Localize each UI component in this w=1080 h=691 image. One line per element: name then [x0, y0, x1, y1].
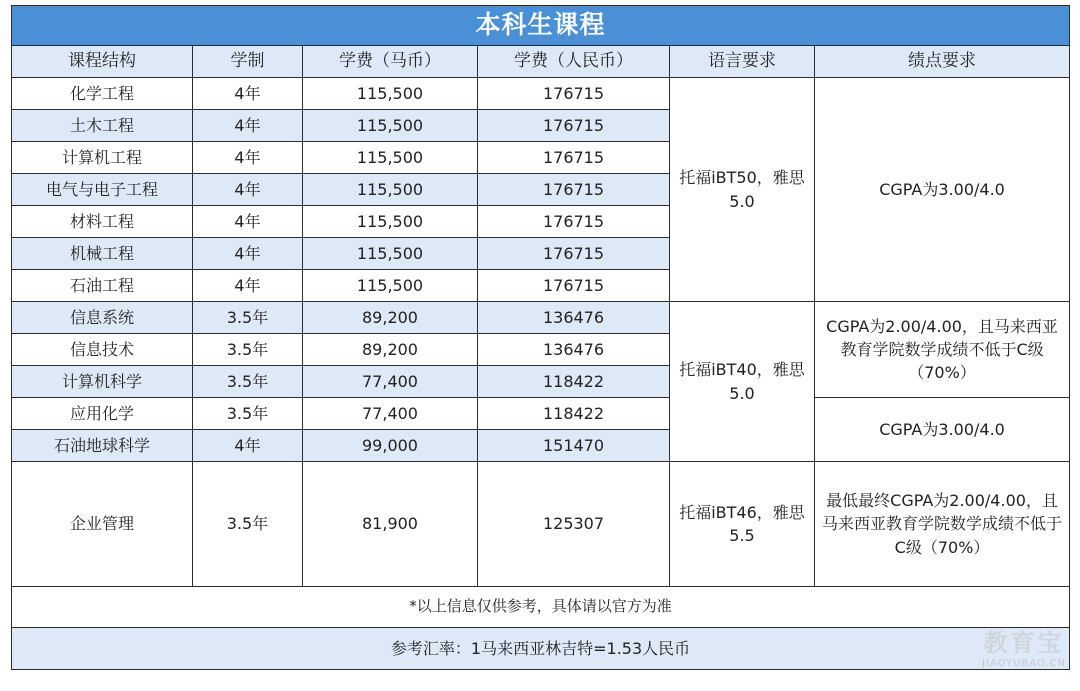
- fee-rmb: 176715: [478, 174, 670, 206]
- table-row: [12, 302, 1070, 334]
- course-name: 石油地球科学: [12, 430, 193, 462]
- course-name: 土木工程: [12, 110, 193, 142]
- fee-myr: 115,500: [303, 206, 478, 238]
- gpa-requirement: 最低最终CGPA为2.00/4.00，且马来西亚教育学院数学成绩不低于C级（70%）: [815, 462, 1070, 587]
- table-row: [12, 462, 1070, 587]
- duration: 4年: [193, 142, 303, 174]
- language-requirement: 托福iBT46，雅思5.5: [670, 462, 815, 587]
- duration: 3.5年: [193, 334, 303, 366]
- gpa-requirement: CGPA为3.00/4.0: [815, 78, 1070, 302]
- fee-myr: 89,200: [303, 302, 478, 334]
- fee-rmb: 176715: [478, 142, 670, 174]
- table-row: [12, 78, 1070, 110]
- course-name: 机械工程: [12, 238, 193, 270]
- duration: 3.5年: [193, 302, 303, 334]
- course-name: 信息技术: [12, 334, 193, 366]
- course-name: 材料工程: [12, 206, 193, 238]
- fee-myr: 115,500: [303, 110, 478, 142]
- course-name: 应用化学: [12, 398, 193, 430]
- header-language: 语言要求: [670, 46, 815, 78]
- course-name: 企业管理: [12, 462, 193, 587]
- watermark-domain: JIAOYUBAO.CN: [982, 658, 1066, 669]
- duration: 4年: [193, 270, 303, 302]
- course-name: 信息系统: [12, 302, 193, 334]
- course-name: 计算机工程: [12, 142, 193, 174]
- fee-rmb: 151470: [478, 430, 670, 462]
- fee-myr: 115,500: [303, 174, 478, 206]
- header-row: [12, 46, 1070, 78]
- fee-myr: 115,500: [303, 78, 478, 110]
- gpa-requirement: CGPA为2.00/4.00，且马来西亚教育学院数学成绩不低于C级（70%）: [815, 302, 1070, 398]
- course-table: [11, 5, 1070, 670]
- language-requirement: 托福iBT40，雅思5.0: [670, 302, 815, 462]
- header-fee-rmb: 学费（人民币）: [478, 46, 670, 78]
- fee-rmb: 125307: [478, 462, 670, 587]
- fee-rmb: 136476: [478, 302, 670, 334]
- course-name: 化学工程: [12, 78, 193, 110]
- duration: 4年: [193, 430, 303, 462]
- fee-myr: 99,000: [303, 430, 478, 462]
- watermark-brand: 教育宝: [983, 629, 1065, 657]
- table-title: 本科生课程: [12, 6, 1070, 46]
- fee-rmb: 176715: [478, 110, 670, 142]
- fee-myr: 77,400: [303, 366, 478, 398]
- fee-myr: 115,500: [303, 238, 478, 270]
- table-row: [12, 398, 1070, 430]
- header-duration: 学制: [193, 46, 303, 78]
- course-name: 计算机科学: [12, 366, 193, 398]
- fee-rmb: 118422: [478, 366, 670, 398]
- fee-rmb: 176715: [478, 270, 670, 302]
- duration: 4年: [193, 238, 303, 270]
- fee-myr: 81,900: [303, 462, 478, 587]
- course-table-container: [11, 5, 1069, 670]
- fee-rmb: 136476: [478, 334, 670, 366]
- duration: 4年: [193, 174, 303, 206]
- duration: 3.5年: [193, 398, 303, 430]
- fee-rmb: 176715: [478, 206, 670, 238]
- header-gpa: 绩点要求: [815, 46, 1070, 78]
- course-name: 电气与电子工程: [12, 174, 193, 206]
- header-course: 课程结构: [12, 46, 193, 78]
- duration: 3.5年: [193, 462, 303, 587]
- duration: 3.5年: [193, 366, 303, 398]
- gpa-requirement: CGPA为3.00/4.0: [815, 398, 1070, 462]
- fee-rmb: 176715: [478, 238, 670, 270]
- fee-myr: 115,500: [303, 270, 478, 302]
- fee-myr: 77,400: [303, 398, 478, 430]
- fee-myr: 89,200: [303, 334, 478, 366]
- duration: 4年: [193, 110, 303, 142]
- fee-rmb: 176715: [478, 78, 670, 110]
- duration: 4年: [193, 206, 303, 238]
- language-requirement: 托福iBT50，雅思5.0: [670, 78, 815, 302]
- exchange-rate-note: 参考汇率：1马来西亚林吉特=1.53人民币: [12, 628, 1070, 670]
- duration: 4年: [193, 78, 303, 110]
- disclaimer-note: *以上信息仅供参考，具体请以官方为准: [12, 587, 1070, 628]
- header-fee-myr: 学费（马币）: [303, 46, 478, 78]
- fee-myr: 115,500: [303, 142, 478, 174]
- watermark-logo: [982, 623, 1066, 669]
- fee-rmb: 118422: [478, 398, 670, 430]
- course-name: 石油工程: [12, 270, 193, 302]
